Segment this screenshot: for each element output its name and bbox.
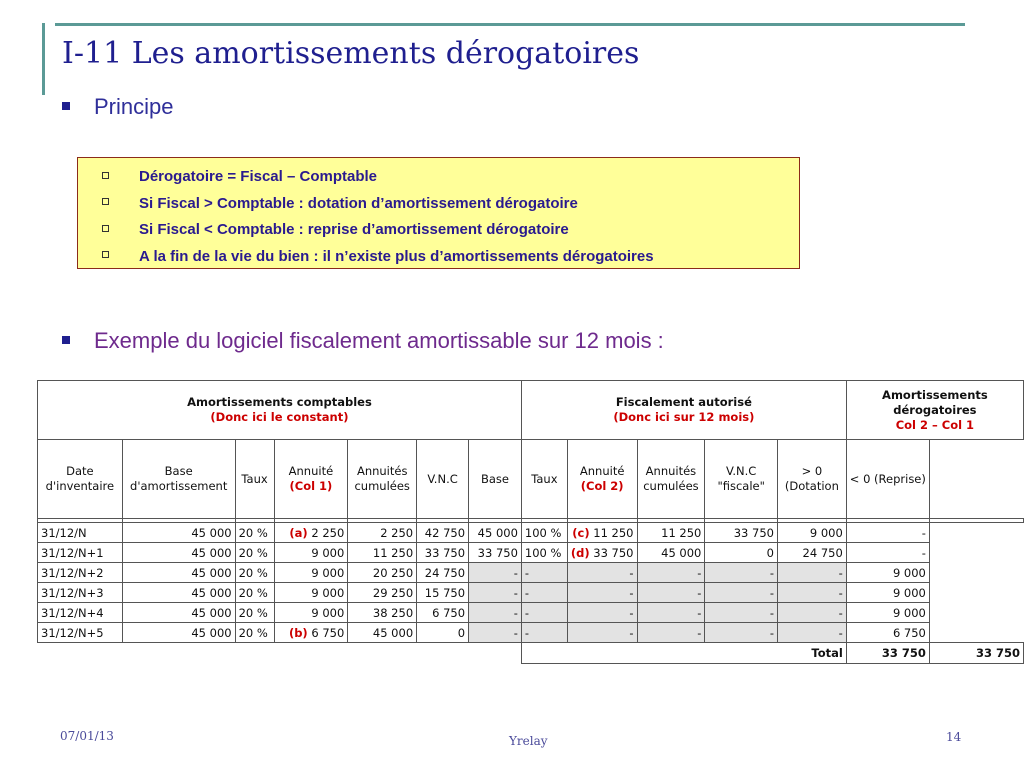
table-cell: -: [469, 563, 522, 583]
col-header-date: [38, 440, 123, 519]
table-cell: -: [846, 543, 929, 563]
annuity-value: 9 000: [311, 585, 345, 600]
table-cell: 31/12/N+3: [38, 583, 123, 603]
col-header-fiscal-vnc: [705, 440, 778, 519]
group-comptable-title: Amortissements comptables: [187, 395, 372, 409]
table-cell: 9 000: [846, 563, 929, 583]
table-cell: 24 750: [777, 543, 846, 563]
table-cell: 15 750: [417, 583, 469, 603]
slide-title: I-11 Les amortissements dérogatoires: [62, 36, 640, 71]
annuity-value: -: [629, 565, 634, 580]
table-cell: 33 750: [705, 523, 778, 543]
table-cell: [567, 543, 637, 563]
box-item-text: Si Fiscal < Comptable : reprise d’amortissement dérogatoire: [139, 221, 569, 238]
table-cell: [274, 563, 348, 583]
total-blank-cell: [38, 643, 522, 664]
table-cell: 20 250: [348, 563, 417, 583]
table-cell: 20 %: [235, 603, 274, 623]
col-header-cumul-line1: Annuités: [356, 464, 408, 478]
footer-date: 07/01/13: [60, 729, 114, 743]
box-item: [102, 217, 799, 244]
table-cell: [567, 523, 637, 543]
annuity-marker: (b): [288, 625, 308, 640]
table-cell: -: [521, 563, 567, 583]
annuity-value: 2 250: [311, 525, 345, 540]
table-cell: 0: [417, 623, 469, 643]
box-item-text: A la fin de la vie du bien : il n’existe plus d’amortissements dérogatoires: [139, 247, 654, 265]
table-cell: -: [469, 603, 522, 623]
table-total-row: [38, 643, 1024, 664]
box-item: [102, 191, 799, 218]
box-item: [102, 244, 799, 271]
exemple-label: Exemple du logiciel fiscalement amortissable sur 12 mois :: [94, 328, 664, 353]
table-row: [38, 523, 1024, 543]
col-header-dotation-line1: > 0: [801, 464, 823, 478]
table-row: [38, 583, 1024, 603]
table-cell: -: [705, 623, 778, 643]
table-cell: -: [521, 603, 567, 623]
hollow-square-bullet-icon: [102, 172, 109, 179]
table-cell: -: [637, 563, 705, 583]
col-header-annuite-line1: Annuité: [288, 464, 334, 478]
table-cell: 29 250: [348, 583, 417, 603]
table-cell: 11 250: [637, 523, 705, 543]
table-cell: 100 %: [521, 523, 567, 543]
col-header-fiscal-annuite-line1: Annuité: [579, 464, 625, 478]
col-header-annuite-col1: (Col 1): [289, 479, 333, 493]
col-header-vnc: V.N.C: [417, 440, 469, 519]
table-cell: -: [705, 583, 778, 603]
col-header-fiscal-vnc-line1: V.N.C: [726, 464, 757, 478]
col-header-fiscal-cumul-line1: Annuités: [645, 464, 697, 478]
col-header-dotation: [777, 440, 846, 519]
table-cell: 24 750: [417, 563, 469, 583]
table-cell: [567, 583, 637, 603]
col-header-fiscal-cumul-line2: cumulées: [643, 479, 699, 493]
footer-page-number: 14: [946, 730, 962, 744]
principe-label: Principe: [94, 94, 174, 119]
table-cell: 45 000: [122, 563, 235, 583]
table-cell: -: [637, 603, 705, 623]
annuity-value: 11 250: [593, 525, 634, 540]
table-cell: 20 %: [235, 623, 274, 643]
table-cell: 31/12/N: [38, 523, 123, 543]
table-cell: -: [637, 623, 705, 643]
table-cell: 9 000: [846, 603, 929, 623]
table-cell: [567, 603, 637, 623]
table-column-header-row: [38, 440, 1024, 519]
table-cell: 9 000: [846, 583, 929, 603]
table-group-header-row: [38, 381, 1024, 440]
annuity-value: 9 000: [311, 545, 345, 560]
table-cell: 33 750: [469, 543, 522, 563]
table-cell: 45 000: [122, 623, 235, 643]
table-cell: [567, 623, 637, 643]
square-bullet-icon: [62, 102, 70, 110]
table-cell: 42 750: [417, 523, 469, 543]
group-derogatoire-sub: Col 2 – Col 1: [895, 417, 975, 432]
col-header-annuite: [274, 440, 348, 519]
col-header-base: [122, 440, 235, 519]
annuity-value: -: [629, 585, 634, 600]
table-cell: -: [846, 523, 929, 543]
col-header-fiscal-taux: Taux: [521, 440, 567, 519]
table-cell: 9 000: [777, 523, 846, 543]
table-cell: -: [777, 583, 846, 603]
col-header-base-line2: d'amortissement: [130, 479, 228, 493]
table-cell: 2 250: [348, 523, 417, 543]
table-cell: [274, 623, 348, 643]
table-cell: 45 000: [348, 623, 417, 643]
group-derogatoire-title-1: Amortissements: [882, 387, 988, 402]
col-header-date-line2: d'inventaire: [45, 479, 115, 493]
table-cell: 31/12/N+5: [38, 623, 123, 643]
group-derogatoire-header: [846, 381, 1023, 440]
table-cell: [567, 563, 637, 583]
total-reprise: 33 750: [929, 643, 1023, 664]
table-row: [38, 543, 1024, 563]
col-header-date-line1: Date: [66, 464, 94, 478]
table-cell: 20 %: [235, 563, 274, 583]
table-cell: 100 %: [521, 543, 567, 563]
group-comptable-sub: (Donc ici le constant): [210, 410, 349, 424]
title-frame-top: [55, 23, 965, 26]
table-cell: -: [469, 583, 522, 603]
annuity-marker: (a): [289, 525, 308, 540]
table-cell: -: [469, 623, 522, 643]
col-header-cumul-line2: cumulées: [354, 479, 410, 493]
hollow-square-bullet-icon: [102, 198, 109, 205]
footer-author: Yrelay: [509, 734, 548, 748]
table-cell: -: [521, 623, 567, 643]
col-header-fiscal-cumul: [637, 440, 705, 519]
table-cell: 45 000: [637, 543, 705, 563]
table-cell: 20 %: [235, 583, 274, 603]
table-cell: 11 250: [348, 543, 417, 563]
col-header-fiscal-base: Base: [469, 440, 522, 519]
table-cell: 20 %: [235, 543, 274, 563]
total-label: Total: [521, 643, 846, 664]
table-cell: [274, 543, 348, 563]
square-bullet-icon: [62, 336, 70, 344]
table-cell: 45 000: [122, 603, 235, 623]
table-cell: 0: [705, 543, 778, 563]
table-cell: [274, 603, 348, 623]
spacer-cell: [929, 519, 1023, 523]
hollow-square-bullet-icon: [102, 225, 109, 232]
group-fiscal-sub: (Donc ici sur 12 mois): [613, 410, 755, 424]
table-cell: 45 000: [469, 523, 522, 543]
annuity-value: 9 000: [311, 565, 345, 580]
table-cell: 45 000: [122, 523, 235, 543]
table-row: [38, 603, 1024, 623]
col-header-base-line1: Base: [164, 464, 193, 478]
annuity-value: -: [629, 605, 634, 620]
group-derogatoire-title-2: dérogatoires: [893, 402, 977, 417]
total-dotation: 33 750: [846, 643, 929, 664]
table-cell: -: [521, 583, 567, 603]
table-cell: 31/12/N+4: [38, 603, 123, 623]
table-cell: 38 250: [348, 603, 417, 623]
table-cell: 20 %: [235, 523, 274, 543]
table-cell: 31/12/N+2: [38, 563, 123, 583]
principle-box: [77, 157, 800, 269]
table-cell: 33 750: [417, 543, 469, 563]
bullet-exemple: [62, 328, 664, 354]
annuity-marker: (d): [570, 545, 590, 560]
annuity-marker: (c): [572, 525, 590, 540]
col-header-taux: Taux: [235, 440, 274, 519]
col-header-dotation-line2: (Dotation: [784, 479, 839, 493]
table-cell: -: [637, 583, 705, 603]
table-cell: -: [705, 563, 778, 583]
group-fiscal-title: Fiscalement autorisé: [615, 395, 752, 409]
annuity-value: 6 750: [311, 625, 345, 640]
table-cell: -: [777, 603, 846, 623]
table-cell: 45 000: [122, 543, 235, 563]
table-body: [38, 523, 1024, 643]
table-cell: 6 750: [846, 623, 929, 643]
title-frame-left: [42, 23, 45, 95]
box-item: [102, 164, 799, 191]
col-header-fiscal-annuite: [567, 440, 637, 519]
box-item-text: Dérogatoire = Fiscal – Comptable: [139, 168, 377, 185]
table-cell: [274, 583, 348, 603]
table-cell: -: [705, 603, 778, 623]
amortization-table: [37, 380, 1024, 664]
box-item-text: Si Fiscal > Comptable : dotation d’amortissement dérogatoire: [139, 194, 578, 212]
table-cell: -: [777, 563, 846, 583]
group-fiscal-header: [521, 381, 846, 440]
group-comptable-header: [38, 381, 522, 440]
table-row: [38, 563, 1024, 583]
table-cell: -: [777, 623, 846, 643]
bullet-principe: [62, 94, 173, 120]
hollow-square-bullet-icon: [102, 251, 109, 258]
col-header-fiscal-annuite-col2: (Col 2): [580, 479, 624, 493]
col-header-reprise: < 0 (Reprise): [846, 440, 929, 519]
table-row: [38, 623, 1024, 643]
col-header-fiscal-vnc-line2: "fiscale": [717, 479, 765, 493]
table-cell: 6 750: [417, 603, 469, 623]
col-header-cumul: [348, 440, 417, 519]
annuity-value: 9 000: [311, 605, 345, 620]
annuity-value: -: [629, 625, 634, 640]
table-cell: 45 000: [122, 583, 235, 603]
table-cell: [274, 523, 348, 543]
table-cell: 31/12/N+1: [38, 543, 123, 563]
annuity-value: 33 750: [593, 545, 634, 560]
